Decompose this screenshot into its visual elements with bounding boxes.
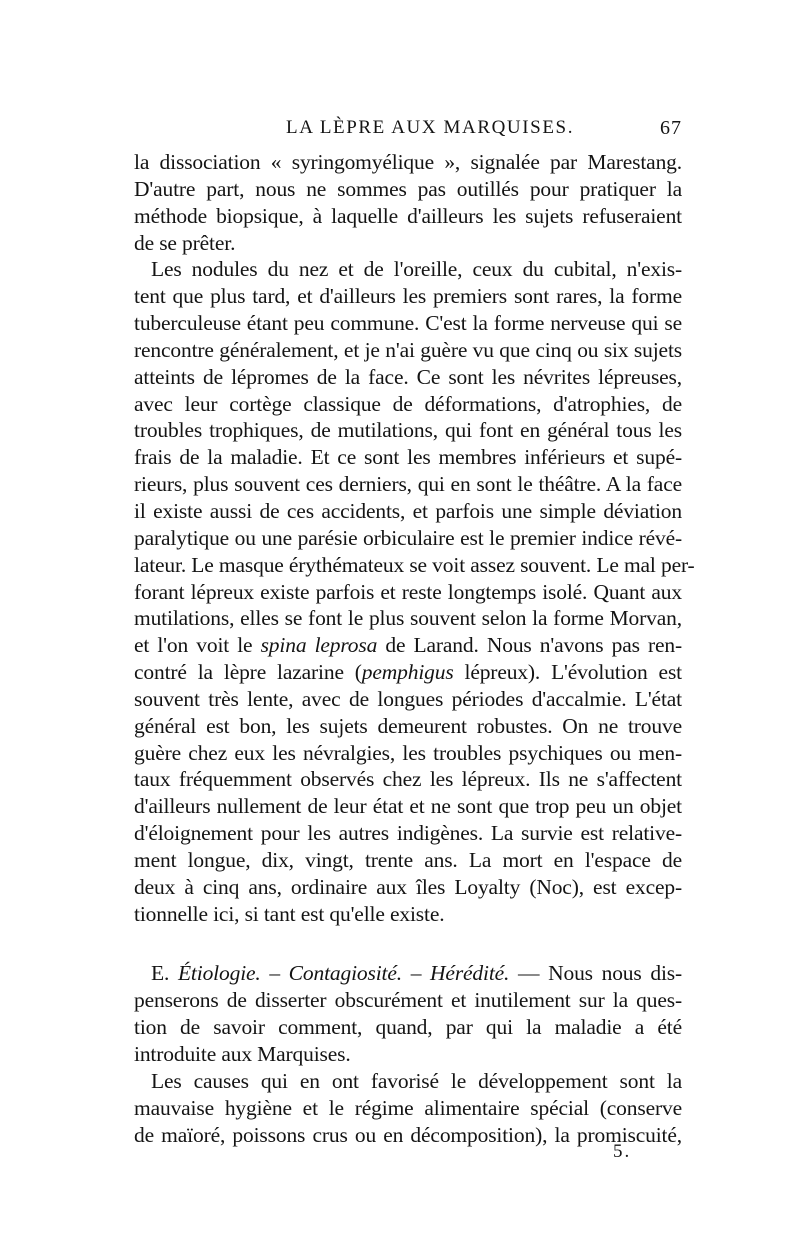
paragraph-line: lateur. Le masque érythémateux se voit assez souvent. Le mal per- [134, 552, 695, 577]
text-fragment: de Larand. Nous n'avons pas ren- [377, 633, 683, 658]
paragraph-line: penserons de disserter obscurément et inutilement sur la ques- [134, 988, 682, 1013]
text-fragment: lépreux). L'évolution est [453, 660, 682, 685]
body-text [134, 149, 695, 1148]
text-fragment: — Nous nous dis- [509, 961, 683, 986]
italic-term: spina leprosa [260, 633, 378, 658]
page-header [134, 117, 682, 145]
section-letter: E. [151, 961, 178, 986]
paragraph-line: deux à cinq ans, ordinaire aux îles Loyalty (Noc), est excep- [134, 874, 682, 899]
page-number: 67 [660, 117, 682, 139]
paragraph-line: de se prêter. [134, 230, 236, 255]
paragraph-line: rieurs, plus souvent ces derniers, qui en sont le théâtre. A la face [134, 472, 682, 497]
running-title: LA LÈPRE AUX MARQUISES. [286, 117, 575, 138]
paragraph-line: forant lépreux existe parfois et reste longtemps isolé. Quant aux [134, 579, 682, 604]
signature-mark: 5. [613, 1141, 632, 1162]
paragraph-line: D'autre part, nous ne sommes pas outillés pour pratiquer la [134, 176, 682, 201]
paragraph-line: tion de savoir comment, quand, par qui la maladie a été [134, 1015, 682, 1040]
paragraph-line: mutilations, elles se font le plus souvent selon la forme Morvan, [134, 606, 682, 631]
section-heading: Étiologie. – Contagiosité. – Hérédité. [177, 961, 510, 986]
paragraph-line: guère chez eux les névralgies, les troubles psychiques ou men- [134, 740, 682, 765]
paragraph-line: atteints de lépromes de la face. Ce sont les névrites lépreuses, [134, 364, 682, 389]
paragraph-line: général est bon, les sujets demeurent robustes. On ne trouve [134, 713, 682, 738]
paragraph-line: Les nodules du nez et de l'oreille, ceux du cubital, n'exis- [151, 257, 682, 282]
paragraph-line: ment longue, dix, vingt, trente ans. La mort en l'espace de [134, 847, 682, 872]
text-fragment: et l'on voit le [134, 633, 261, 658]
paragraph-line: tionnelle ici, si tant est qu'elle existe. [134, 901, 445, 926]
paragraph-line: il existe aussi de ces accidents, et parfois une simple déviation [134, 498, 682, 523]
paragraph-line: avec leur cortège classique de déformations, d'atrophies, de [134, 391, 682, 416]
section-heading-line [134, 960, 682, 987]
paragraph-line: méthode biopsique, à laquelle d'ailleurs les sujets refuseraient [134, 203, 682, 228]
paragraph-line: introduite aux Marquises. [134, 1042, 351, 1066]
text-fragment: contré la lèpre lazarine ( [134, 660, 362, 685]
italic-term: pemphigus [361, 660, 454, 685]
paragraph-line: paralytique ou une parésie orbiculaire est le premier indice révé- [134, 525, 682, 550]
paragraph-line: taux fréquemment observés chez les lépreux. Ils ne s'affectent [134, 767, 682, 792]
paragraph-line: troubles trophiques, de mutilations, qui font en général tous les [134, 418, 682, 443]
paragraph-line: rencontre généralement, et je n'ai guère vu que cinq ou six sujets [134, 337, 682, 362]
paragraph-line: la dissociation « syringomyélique », signalée par Marestang. [134, 150, 682, 174]
paragraph-line: frais de la maladie. Et ce sont les membres inférieurs et supé- [134, 445, 682, 470]
paragraph-line: souvent très lente, avec de longues périodes d'accalmie. L'état [134, 686, 682, 711]
paragraph-line: Les causes qui en ont favorisé le développement sont la [151, 1068, 682, 1093]
paragraph-line: d'ailleurs nullement de leur état et ne sont que trop peu un objet [134, 794, 682, 819]
paragraph-line: mauvaise hygiène et le régime alimentaire spécial (conserve [134, 1095, 682, 1120]
paragraph-line: tuberculeuse étant peu commune. C'est la forme nerveuse qui se [134, 311, 682, 336]
paragraph-line: d'éloignement pour les autres indigènes. La survie est relative- [134, 821, 682, 846]
paragraph-line: tent que plus tard, et d'ailleurs les premiers sont rares, la forme [134, 284, 682, 309]
paragraph-line [134, 659, 682, 686]
paragraph-line: de maïoré, poissons crus ou en décomposition), la promiscuité, [134, 1122, 682, 1147]
paragraph-line [134, 632, 682, 659]
